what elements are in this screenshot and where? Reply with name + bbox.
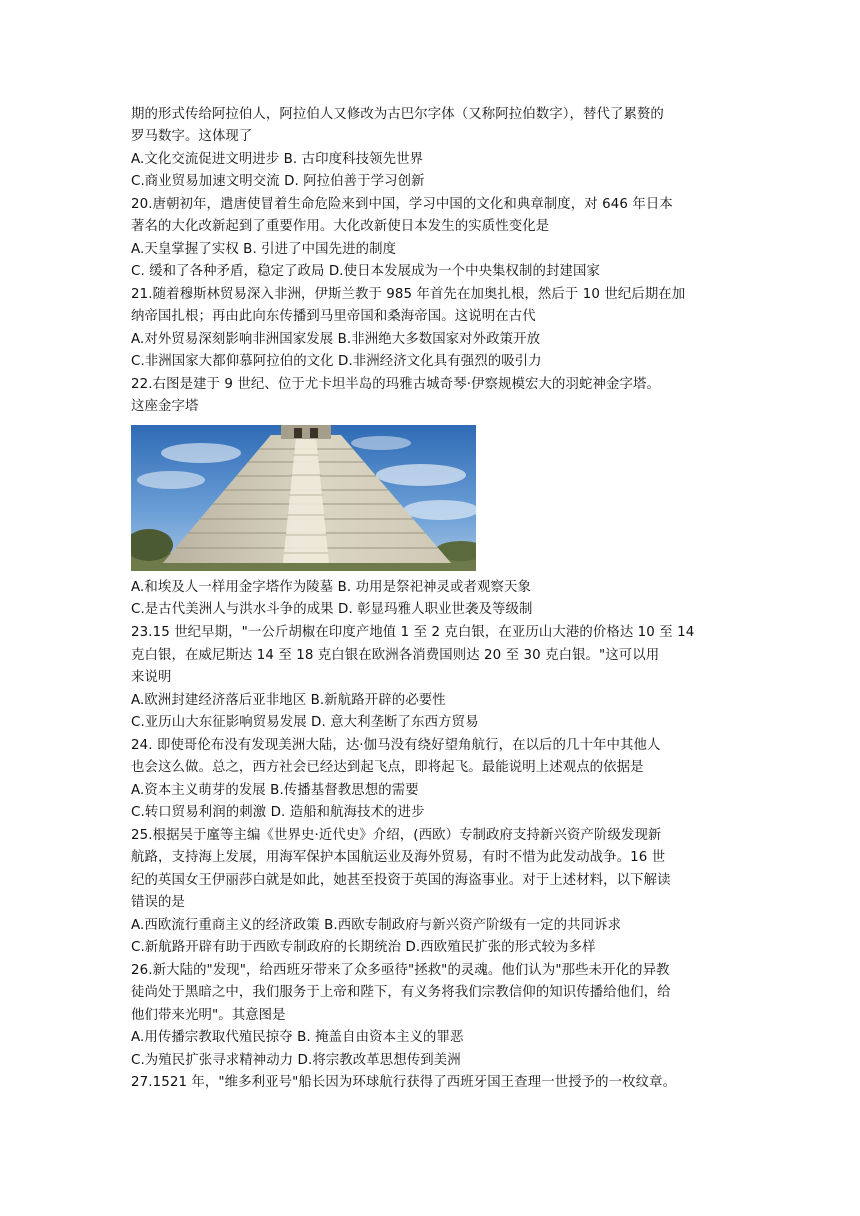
q23-stem-line-2: 克白银，在威尼斯达 14 至 18 克白银在欧洲各消费国则达 20 至 30 克白银。"这可以用: [131, 648, 660, 663]
q27-stem-line-1: 27.1521 年，"维多利亚号"船长因为环球航行获得了西班牙国王查理一世授予的一枚纹章。: [131, 1075, 677, 1090]
q23-options-ab: A.欧洲封建经济落后亚非地区 B.新航路开辟的必要性: [131, 693, 446, 708]
q20-stem-line-2: 著名的大化改新起到了重要作用。大化改新使日本发生的实质性变化是: [131, 219, 550, 234]
q25-stem-line-3: 纪的英国女王伊丽莎白就是如此，她甚至投资于英国的海盗事业。对于上述材料，以下解读: [131, 873, 671, 888]
q19-options-cd: C.商业贸易加速文明交流 D. 阿拉伯善于学习创新: [131, 174, 425, 189]
q26-options-ab: A.用传播宗教取代殖民掠夺 B. 掩盖自由资本主义的罪恶: [131, 1030, 464, 1045]
q19-stem-line-1: 期的形式传给阿拉伯人，阿拉伯人又修改为古巴尔字体（又称阿拉伯数字），替代了累赘的: [131, 107, 664, 122]
q21-options-ab: A.对外贸易深刻影响非洲国家发展 B.非洲绝大多数国家对外政策开放: [131, 332, 541, 347]
q26-stem-line-1: 26.新大陆的"发现"，给西班牙带来了众多亟待"拯救"的灵魂。他们认为"那些未开化的异教: [131, 963, 670, 978]
q25-stem-line-1: 25.根据吴于廑等主编《世界史·近代史》介绍，(西欧）专制政府支持新兴资产阶级发现新: [131, 828, 662, 843]
q25-stem-line-4: 错误的是: [131, 895, 185, 910]
q22-stem-line-2: 这座金字塔: [131, 399, 199, 414]
q22-options-ab: A.和埃及人一样用金字塔作为陵墓 B. 功用是祭祀神灵或者观察天象: [131, 580, 531, 595]
q25-options-ab: A.西欧流行重商主义的经济政策 B.西欧专制政府与新兴资产阶级有一定的共同诉求: [131, 918, 622, 933]
q25-options-cd: C.新航路开辟有助于西欧专制政府的长期统治 D.西欧殖民扩张的形式较为多样: [131, 940, 596, 955]
q19-options-ab: A.文化交流促进文明进步 B. 古印度科技领先世界: [131, 152, 424, 167]
q22-options-cd: C.是古代美洲人与洪水斗争的成果 D. 彰显玛雅人职业世袭及等级制: [131, 602, 533, 617]
q24-options-cd: C.转口贸易利润的刺激 D. 造船和航海技术的进步: [131, 805, 425, 820]
q24-options-ab: A.资本主义萌芽的发展 B.传播基督教思想的需要: [131, 783, 419, 798]
q26-options-cd: C.为殖民扩张寻求精神动力 D.将宗教改革思想传到美洲: [131, 1053, 461, 1068]
q23-stem-line-3: 来说明: [131, 670, 172, 685]
q22-stem-line-1: 22.右图是建于 9 世纪、位于尤卡坦半岛的玛雅古城奇琴·伊察规模宏大的羽蛇神金字塔。: [131, 377, 660, 392]
q24-stem-line-1: 24. 即使哥伦布没有发现美洲大陆，达·伽马没有绕好望角航行，在以后的几十年中其他人: [131, 738, 661, 753]
pyramid-photo: [131, 425, 476, 571]
q26-stem-line-3: 他们带来光明"。其意图是: [131, 1008, 286, 1023]
q20-stem-line-1: 20.唐朝初年，遣唐使冒着生命危险来到中国，学习中国的文化和典章制度，对 646 年日本: [131, 197, 673, 212]
q24-stem-line-2: 也会这么做。总之，西方社会已经达到起飞点，即将起飞。最能说明上述观点的依据是: [131, 760, 644, 775]
q23-options-cd: C.亚历山大东征影响贸易发展 D. 意大利垄断了东西方贸易: [131, 715, 479, 730]
q26-stem-line-2: 徒尚处于黑暗之中，我们服务于上帝和陛下，有义务将我们宗教信仰的知识传播给他们，给: [131, 985, 671, 1000]
q21-stem-line-1: 21.随着穆斯林贸易深入非洲，伊斯兰教于 985 年首先在加奥扎根，然后于 10 世纪后期在加: [131, 287, 686, 302]
q23-stem-line-1: 23.15 世纪早期，"一公斤胡椒在印度产地值 1 至 2 克白银，在亚历山大港的价格达 10 至 14: [131, 625, 695, 640]
q19-stem-line-2: 罗马数字。这体现了: [131, 129, 253, 144]
q21-stem-line-2: 纳帝国扎根；再由此向东传播到马里帝国和桑海帝国。这说明在古代: [131, 309, 536, 324]
q25-stem-line-2: 航路，支持海上发展，用海军保护本国航运业及海外贸易，有时不惜为此发动战争。16 世: [131, 850, 666, 865]
q20-options-cd: C. 缓和了各种矛盾，稳定了政局 D.使日本发展成为一个中央集权制的封建国家: [131, 264, 600, 279]
q20-options-ab: A.天皇掌握了实权 B. 引进了中国先进的制度: [131, 242, 397, 257]
q21-options-cd: C.非洲国家大都仰慕阿拉伯的文化 D.非洲经济文化具有强烈的吸引力: [131, 354, 542, 369]
